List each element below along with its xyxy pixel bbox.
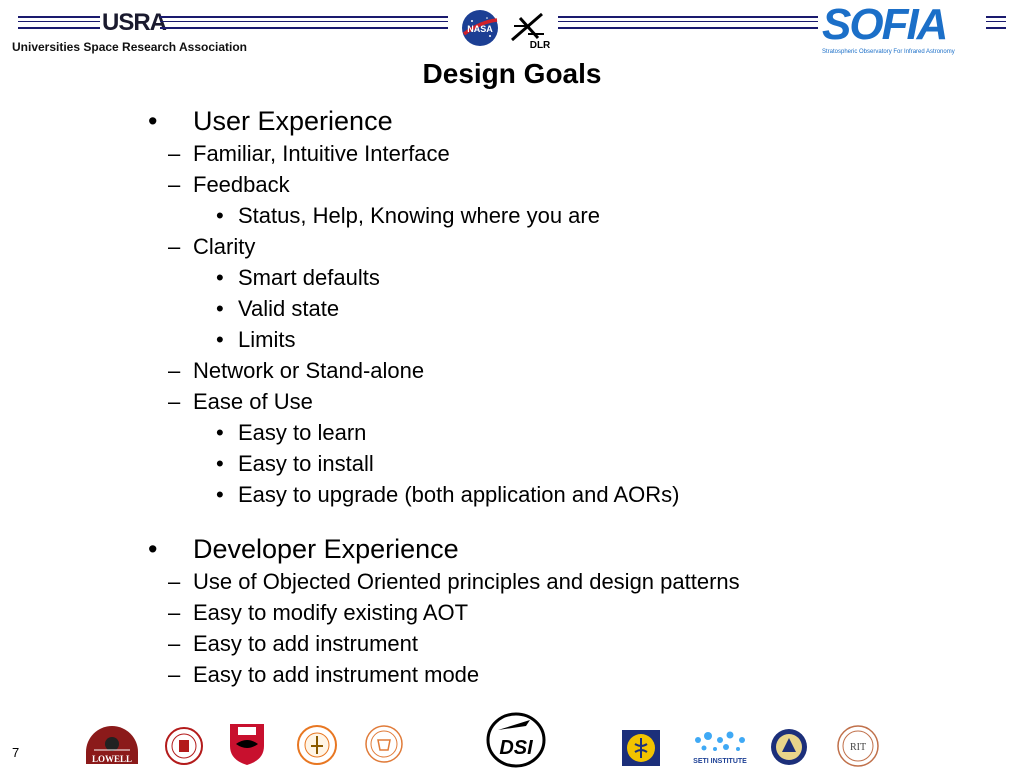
outline-item: – Use of Objected Oriented principles and design patterns <box>148 566 998 597</box>
usra-logo-text: USRA <box>102 9 167 36</box>
caltech-seal-logo <box>296 724 338 766</box>
header-rule-right <box>986 16 1006 29</box>
svg-text:NASA: NASA <box>467 24 493 34</box>
slide-body <box>148 104 998 690</box>
outline-subitem: • Easy to upgrade (both application and AORs) <box>193 479 998 510</box>
nasa-logo <box>460 8 500 48</box>
svg-text:RIT: RIT <box>849 742 867 753</box>
outline-subitem: • Easy to install <box>193 448 998 479</box>
outline-subitem: • Easy to learn <box>193 417 998 448</box>
outline-subitem: • Smart defaults <box>193 262 998 293</box>
outline-subitem: • Limits <box>193 324 998 355</box>
nasa-meatball-icon <box>460 8 500 48</box>
svg-text:LOWELL: LOWELL <box>91 754 133 764</box>
svg-text:DLR: DLR <box>529 40 551 50</box>
rit-logo <box>836 724 880 768</box>
page-number: 7 <box>12 745 20 760</box>
outline-item: – Clarity <box>148 231 998 262</box>
section-heading: • User Experience <box>148 104 998 138</box>
outline-subitem: • Valid state <box>193 293 998 324</box>
outline-item: – Network or Stand-alone <box>148 355 998 386</box>
outline-item: – Feedback <box>148 169 998 200</box>
header-rule-mid-left <box>160 16 448 29</box>
sofia-logo <box>822 2 982 62</box>
outline-item: – Easy to add instrument mode <box>148 659 998 690</box>
slide-title: Design Goals <box>422 58 602 89</box>
header-rule-left <box>18 16 100 29</box>
university-seal-logo-2 <box>770 728 808 766</box>
svg-text:SETI INSTITUTE: SETI INSTITUTE <box>693 758 747 765</box>
cornell-seal-logo <box>164 726 204 766</box>
outline-item: – Easy to add instrument <box>148 628 998 659</box>
section-heading: • Developer Experience <box>148 532 998 566</box>
sofia-logo-text: SOFIA <box>822 0 947 49</box>
lowell-logo <box>84 722 140 766</box>
university-seal-logo <box>364 724 404 764</box>
header-rule-mid-right <box>558 16 818 29</box>
outline-item: – Easy to modify existing AOT <box>148 597 998 628</box>
institution-logo <box>622 730 660 766</box>
bullet-list <box>148 104 998 690</box>
svg-text:DSI: DSI <box>499 737 533 759</box>
dlr-logo <box>506 8 552 50</box>
usra-logo <box>102 9 166 37</box>
dlr-icon <box>506 8 552 50</box>
outline-item: – Familiar, Intuitive Interface <box>148 138 998 169</box>
sofia-tagline: Stratospheric Observatory For Infrared Astronomy <box>822 49 955 55</box>
org-name: Universities Space Research Association <box>12 40 247 54</box>
outline-item: – Ease of Use <box>148 386 998 417</box>
outline-subitem: • Status, Help, Knowing where you are <box>193 200 998 231</box>
seti-logo <box>690 730 750 766</box>
university-crest-logo <box>228 722 266 766</box>
dsi-logo <box>486 708 546 768</box>
